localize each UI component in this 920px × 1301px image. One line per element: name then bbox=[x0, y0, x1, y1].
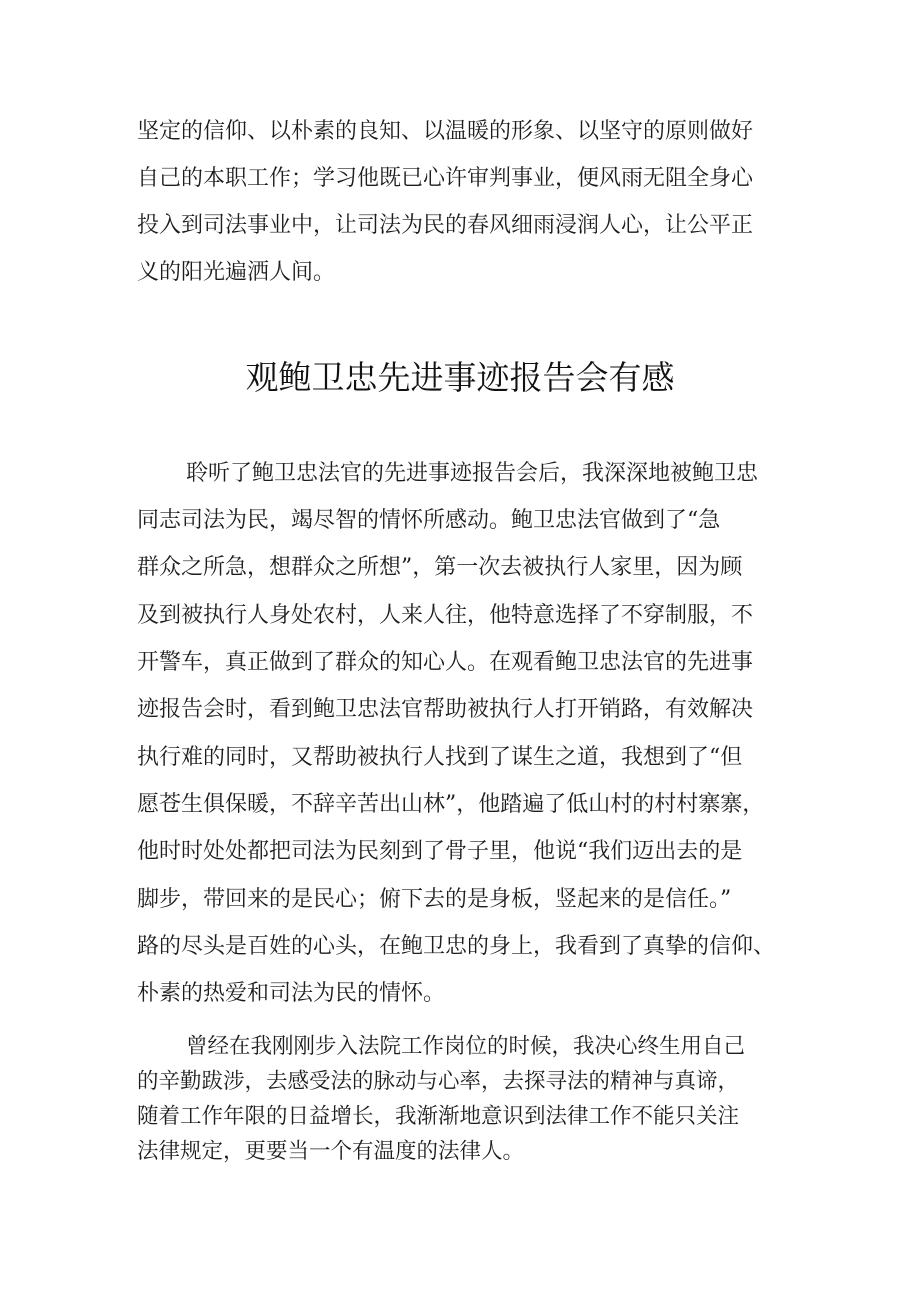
paragraph-line: 同志司法为民，竭尽智的情怀所感动。鲍卫忠法官做到了“急 bbox=[137, 508, 721, 533]
intro-line: 投入到司法事业中，让司法为民的春风细雨浸润人心，让公平正 bbox=[137, 213, 754, 238]
paragraph-line: 执行难的同时，又帮助被执行人找到了谋生之道，我想到了“但 bbox=[137, 745, 743, 770]
paragraph-line: 愿苍生俱保暖，不辞辛苦出山林”，他踏遍了低山村的村村寨寨， bbox=[137, 792, 765, 817]
paragraph-line: 朴素的热爱和司法为民的情怀。 bbox=[137, 981, 446, 1006]
paragraph-line: 聆听了鲍卫忠法官的先进事迹报告会后，我深深地被鲍卫忠 bbox=[186, 461, 759, 486]
intro-line: 义的阳光遍洒人间。 bbox=[137, 260, 336, 285]
paragraph-line: 脚步，带回来的是民心；俯下去的是身板，竖起来的是信任。” bbox=[137, 887, 732, 912]
paragraph-line: 的辛勤跋涉，去感受法的脉动与心率，去探寻法的精神与真谛， bbox=[137, 1069, 740, 1094]
paragraph-line: 迹报告会时，看到鲍卫忠法官帮助被执行人打开销路，有效解决 bbox=[137, 697, 754, 722]
paragraph-line: 群众之所急，想群众之所想”，第一次去被执行人家里，因为顾 bbox=[137, 555, 743, 580]
paragraph-line: 他时时处处都把司法为民刻到了骨子里，他说“我们迈出去的是 bbox=[137, 839, 743, 864]
paragraph-line: 路的尽头是百姓的心头，在鲍卫忠的身上，我看到了真挚的信仰、 bbox=[137, 934, 776, 959]
paragraph-line: 随着工作年限的日益增长，我渐渐地意识到法律工作不能只关注 bbox=[137, 1104, 740, 1129]
intro-line: 坚定的信仰、以朴素的良知、以温暖的形象、以坚守的原则做好 bbox=[137, 119, 754, 144]
paragraph-line: 及到被执行人身处农村，人来人往，他特意选择了不穿制服，不 bbox=[137, 603, 754, 628]
intro-line: 自己的本职工作；学习他既已心许审判事业，便风雨无阻全身心 bbox=[137, 166, 754, 191]
paragraph-line: 曾经在我刚刚步入法院工作岗位的时候，我决心终生用自己 bbox=[186, 1034, 746, 1059]
paragraph-line: 开警车，真正做到了群众的知心人。在观看鲍卫忠法官的先进事 bbox=[137, 650, 754, 675]
paragraph-line: 法律规定，更要当一个有温度的法律人。 bbox=[137, 1139, 525, 1164]
article-title: 观鲍卫忠先进事迹报告会有感 bbox=[245, 358, 675, 397]
